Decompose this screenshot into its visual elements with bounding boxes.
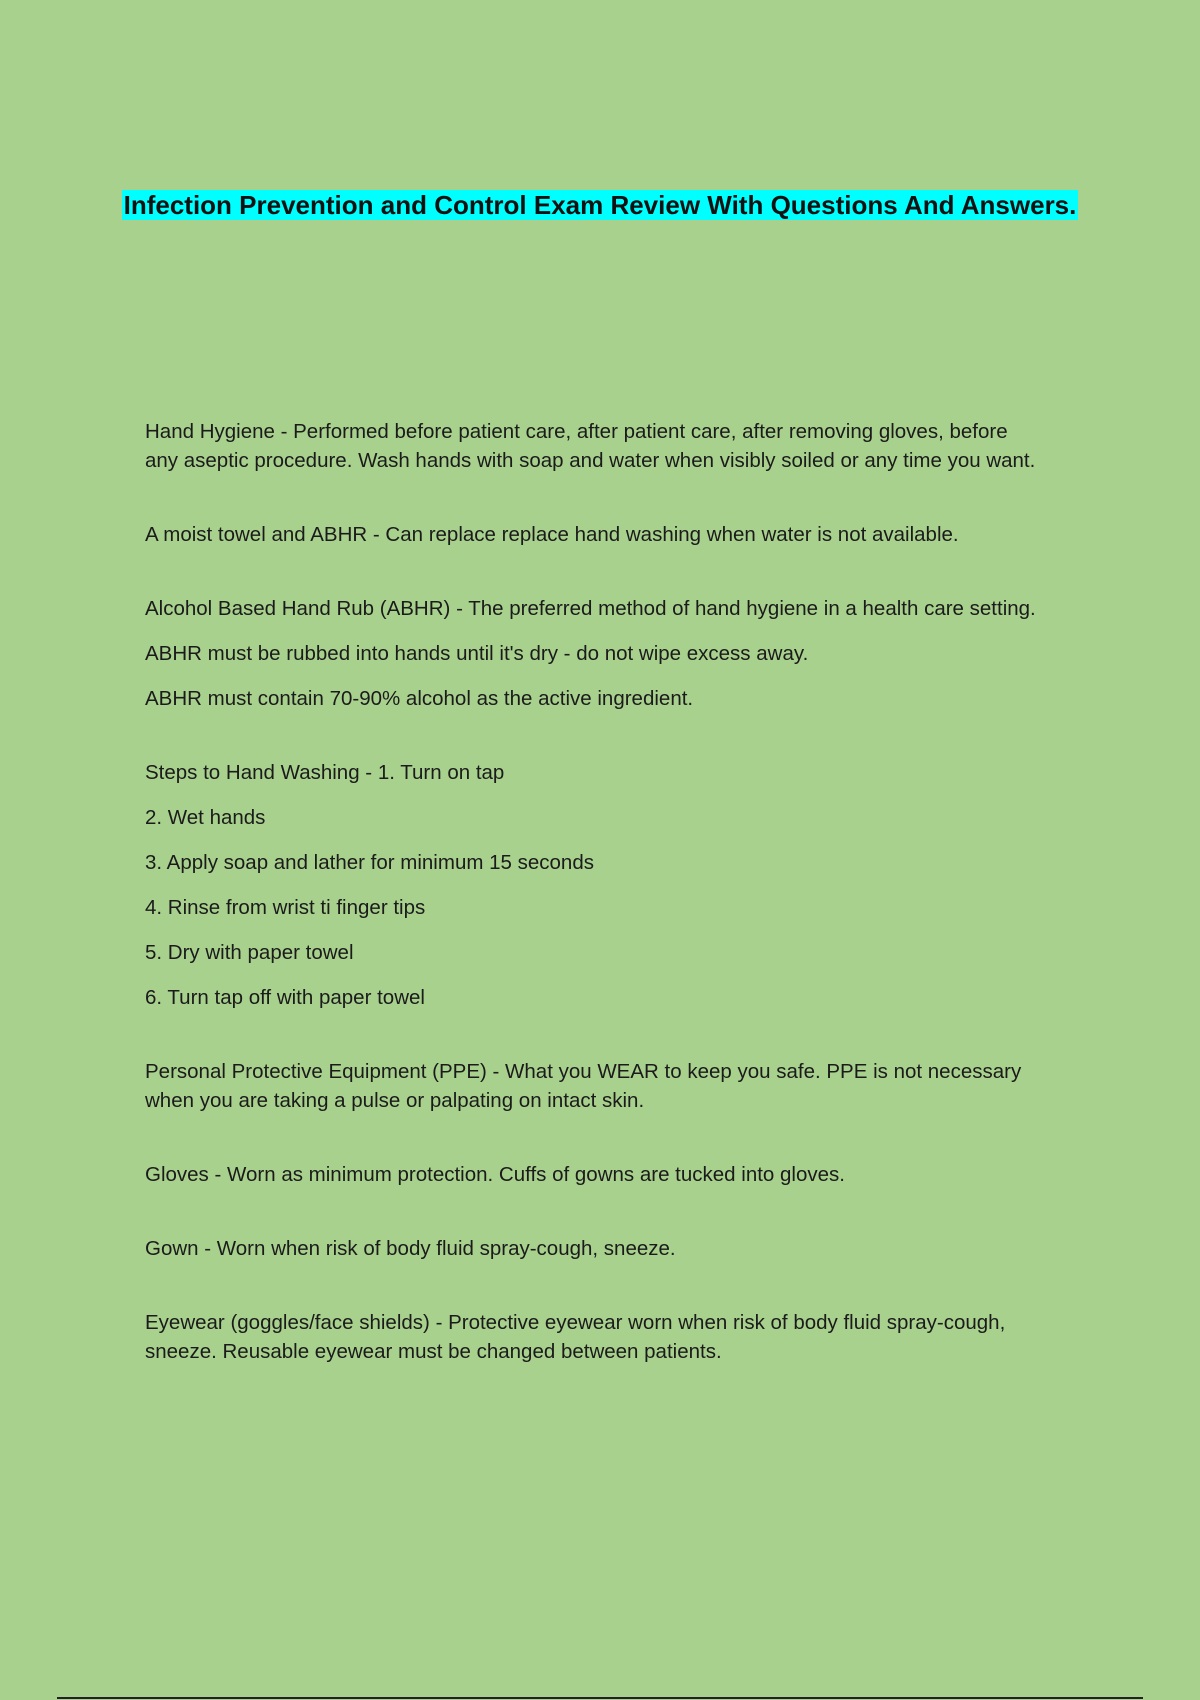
entry-paragraph: ABHR must contain 70-90% alcohol as the active ingredient. xyxy=(145,687,694,710)
step-item: 6. Turn tap off with paper towel xyxy=(145,986,425,1009)
entry-paragraph: Gown - Worn when risk of body fluid spray-cough, sneeze. xyxy=(145,1237,676,1260)
entry-hand-washing-steps xyxy=(145,758,1045,1012)
entry-moist-towel xyxy=(145,520,1045,549)
entry-paragraph: Hand Hygiene - Performed before patient care, after patient care, after removing gloves, before any aseptic procedure. Wash hands with soap and water when visibly soiled or any time you want. xyxy=(145,420,1036,472)
step-item: 2. Wet hands xyxy=(145,806,266,829)
entry-gloves xyxy=(145,1160,1045,1189)
document-title xyxy=(120,186,1080,224)
entry-ppe xyxy=(145,1057,1045,1115)
step-item: 4. Rinse from wrist ti finger tips xyxy=(145,896,426,919)
entry-paragraph: Gloves - Worn as minimum protection. Cuffs of gowns are tucked into gloves. xyxy=(145,1163,845,1186)
entry-paragraph: Alcohol Based Hand Rub (ABHR) - The preferred method of hand hygiene in a health care setting. xyxy=(145,597,1036,620)
entry-paragraph: Steps to Hand Washing - 1. Turn on tap xyxy=(145,761,505,784)
step-item: 5. Dry with paper towel xyxy=(145,941,354,964)
document-title-text: Infection Prevention and Control Exam Review With Questions And Answers. xyxy=(123,190,1077,220)
entry-eyewear xyxy=(145,1308,1045,1366)
document-body xyxy=(145,417,1045,1366)
entry-paragraph: A moist towel and ABHR - Can replace replace hand washing when water is not available. xyxy=(145,523,959,546)
entry-gown xyxy=(145,1234,1045,1263)
step-item: 3. Apply soap and lather for minimum 15 seconds xyxy=(145,851,594,874)
page-bottom-divider xyxy=(57,1697,1143,1699)
entry-paragraph: Eyewear (goggles/face shields) - Protective eyewear worn when risk of body fluid spray-cough, sneeze. Reusable eyewear must be changed between patients. xyxy=(145,1311,1006,1363)
entry-paragraph: ABHR must be rubbed into hands until it's dry - do not wipe excess away. xyxy=(145,642,809,665)
entry-hand-hygiene xyxy=(145,417,1045,475)
entry-paragraph: Personal Protective Equipment (PPE) - What you WEAR to keep you safe. PPE is not necessary when you are taking a pulse or palpating on intact skin. xyxy=(145,1060,1022,1112)
entry-abhr xyxy=(145,594,1045,713)
